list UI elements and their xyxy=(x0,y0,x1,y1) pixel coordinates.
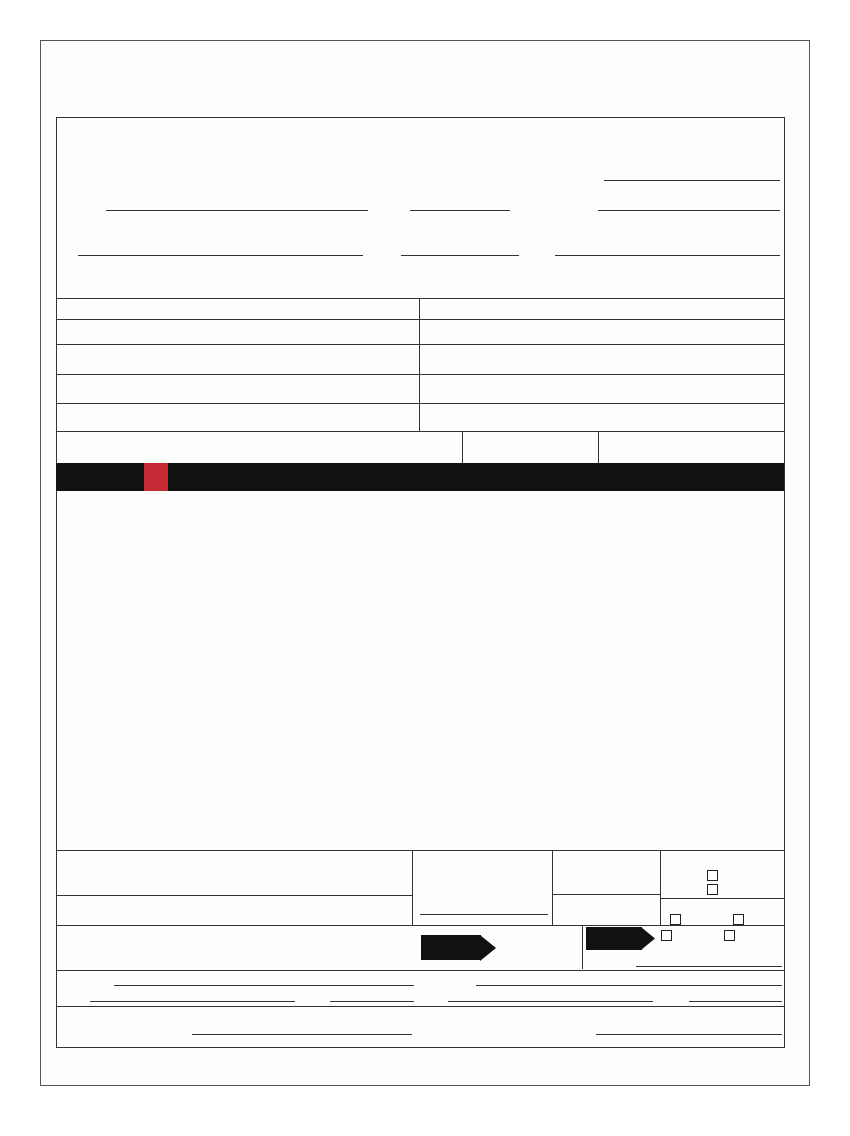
placards-supplied-arrow-icon xyxy=(641,927,655,950)
col-description-header xyxy=(233,463,516,491)
col-weight-header xyxy=(654,463,716,491)
at-field[interactable] xyxy=(78,255,363,256)
col-hm-header xyxy=(144,463,168,491)
drivers-signature-field[interactable] xyxy=(636,966,782,967)
rule xyxy=(412,850,413,925)
rule xyxy=(660,898,784,899)
scac-field[interactable] xyxy=(410,210,510,211)
rule xyxy=(660,850,661,925)
shippers-no-field[interactable] xyxy=(604,180,780,181)
cod-fee-prepaid-checkbox[interactable] xyxy=(707,870,718,881)
placards-supplied-tag xyxy=(586,927,642,950)
per1-field[interactable] xyxy=(90,1001,295,1002)
bill-of-lading-form xyxy=(56,117,785,1048)
col-hazard-header xyxy=(516,463,560,491)
shipper-sig-field[interactable] xyxy=(114,985,414,986)
from-city-field[interactable] xyxy=(555,255,780,256)
rule xyxy=(582,925,583,969)
col-pkg-header xyxy=(560,463,588,491)
by-shipper-checkbox[interactable] xyxy=(661,930,672,941)
section-divider xyxy=(56,298,784,299)
per2-field[interactable] xyxy=(448,1001,653,1002)
eri-contract-field[interactable] xyxy=(596,1034,782,1035)
rule xyxy=(56,319,784,320)
telephone-number-field[interactable] xyxy=(192,1034,412,1035)
col-packages-header xyxy=(56,463,144,491)
carrier-field[interactable] xyxy=(106,210,368,211)
placards-required-tag xyxy=(421,935,481,960)
route-field[interactable] xyxy=(56,431,784,432)
date-field[interactable] xyxy=(401,255,519,256)
col-total-qty-header xyxy=(588,463,654,491)
rule xyxy=(56,850,784,851)
to-from-divider xyxy=(419,298,420,431)
consignee-field[interactable] xyxy=(56,344,784,345)
street-field[interactable] xyxy=(56,374,784,375)
freight-prepaid-checkbox[interactable] xyxy=(670,914,681,925)
rule xyxy=(462,431,463,463)
placards-arrow-icon xyxy=(480,935,496,961)
cod-amt-field[interactable] xyxy=(552,894,660,895)
by-carrier-checkbox[interactable] xyxy=(724,930,735,941)
destination-field[interactable] xyxy=(56,403,784,404)
freight-collect-checkbox[interactable] xyxy=(733,914,744,925)
carriers-no-field[interactable] xyxy=(598,210,780,211)
rule xyxy=(598,431,599,463)
cod-fee-collect-checkbox[interactable] xyxy=(707,884,718,895)
rule xyxy=(56,895,412,896)
rate-note-text xyxy=(64,897,409,905)
carrier-sig-field[interactable] xyxy=(476,985,782,986)
col-id-header xyxy=(168,463,233,491)
col-class-header xyxy=(716,463,784,491)
rule xyxy=(56,970,784,971)
rule xyxy=(56,925,784,926)
rule xyxy=(552,850,553,925)
rule xyxy=(56,1006,784,1007)
date1-field[interactable] xyxy=(330,1001,414,1002)
consignor-signature-field[interactable] xyxy=(420,914,548,915)
date2-field[interactable] xyxy=(689,1001,782,1002)
